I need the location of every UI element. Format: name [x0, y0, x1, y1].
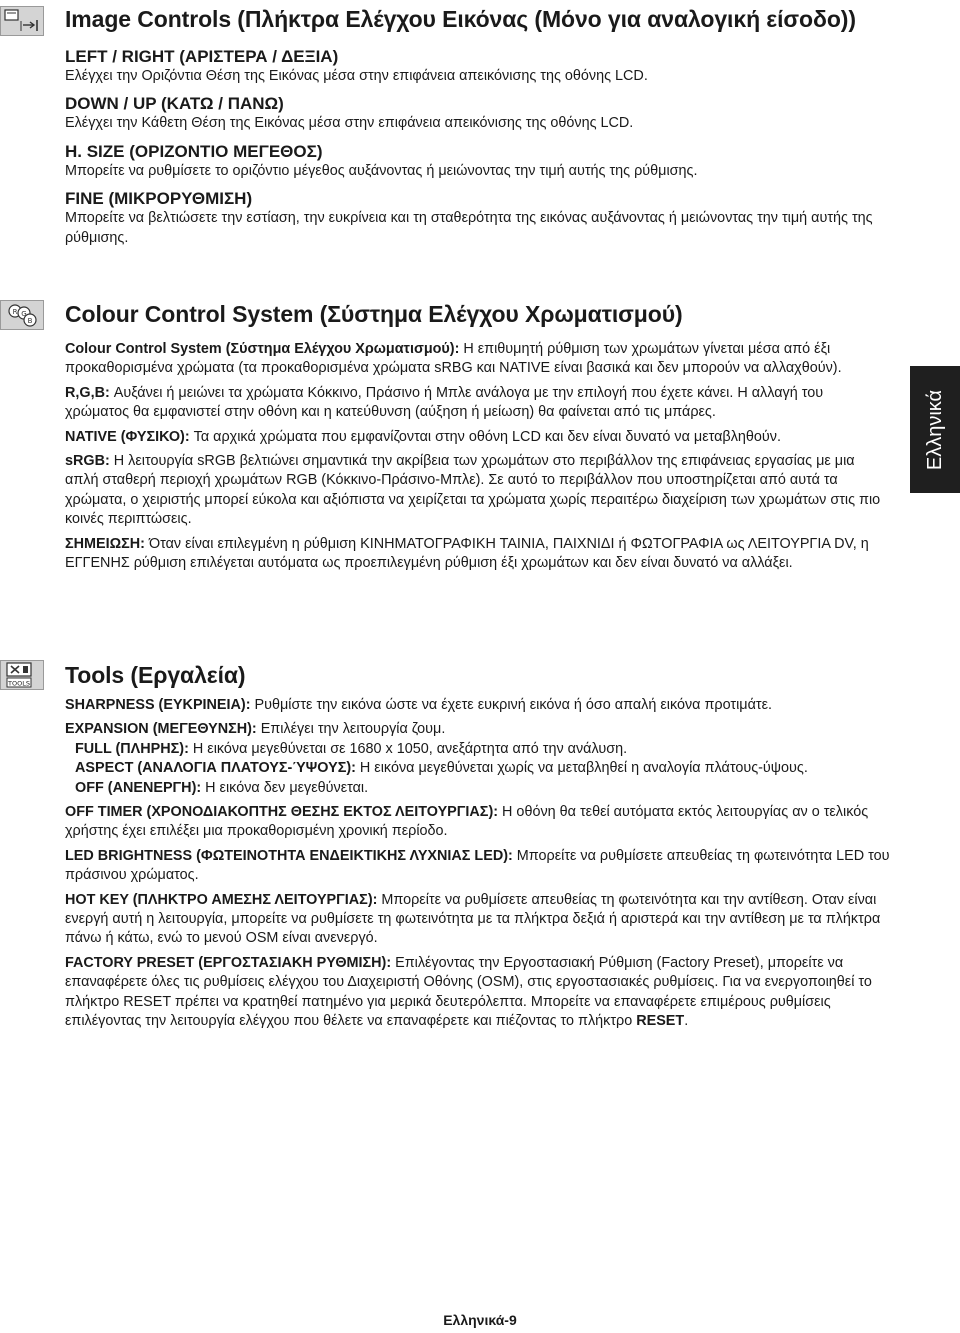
paragraph-text: Μπορείτε να ρυθμίσετε απευθείας τη φωτεινότητα LED του πράσινου χρώματος. [65, 847, 890, 884]
paragraph [65, 847, 890, 886]
section-title: Colour Control System (Σύστημα Ελέγχου Χρωματισμού) [65, 301, 683, 327]
paragraph [65, 428, 890, 447]
paragraph [65, 535, 890, 574]
reset-key-label: RESET [636, 1013, 685, 1030]
item-text: Μπορείτε να βελτιώσετε την εστίαση, την ευκρίνεια και τη σταθερότητα της εικόνας αυξάνοντας ή μειώνοντας την τιμή αυτής της ρύθμισης. [65, 210, 873, 246]
colour-control-section [65, 300, 890, 573]
item-heading: FINE (ΜΙΚΡΟΡΥΘΜΙΣΗ) [65, 189, 253, 209]
paragraph [65, 384, 890, 423]
paragraph-label: R,G,B: [65, 384, 110, 401]
paragraph-label: HOT KEY (ΠΛΗΚΤΡΟ ΑΜΕΣΗΣ ΛΕΙΤΟΥΡΓΙΑΣ): [65, 891, 378, 908]
paragraph-text: Μπορείτε να ρυθμίσετε απευθείας τη φωτεινότητα και την αντίθεση. Οταν είναι ενεργή αυτή η λειτουργία, μπορείτε να ρυθμίσετε τη φωτεινότητα με τα πλήκτρα δεξιά ή αριστερά και την αντίθεση με τα πλήκτρα πάνω ή κάτω, ενώ το μενού OSM είναι ανενεργό. [65, 891, 881, 947]
paragraph-text: Η επιθυμητή ρύθμιση των χρωμάτων γίνεται μέσα από έξι προκαθορισμένα χρώματα (τα προκαθορισμένα χρώματα sRBG και NATIVE είναι βασικά και δεν μπορούν να αλλαχθούν). [65, 341, 842, 377]
paragraph-label: ΣΗΜΕΙΩΣΗ: [65, 535, 145, 552]
image-controls-section [65, 5, 890, 248]
item-text: Μπορείτε να ρυθμίσετε το οριζόντιο μέγεθος αυξάνοντας ή μειώνοντας την τιμή αυτής της ρύθμισης. [65, 162, 698, 179]
paragraph-label: ASPECT (ΑΝΑΛΟΓΙΑ ΠΛΑΤΟΥΣ-ΎΨΟΥΣ): [75, 760, 356, 777]
paragraph-label: LED BRIGHTNESS (ΦΩΤΕΙΝΟΤΗΤΑ ΕΝΔΕΙΚΤΙΚΗΣ ΛΥΧΝΙΑΣ LED): [65, 847, 513, 864]
paragraph-label: Colour Control System (Σύστημα Ελέγχου Χρωματισμού): [65, 341, 460, 357]
paragraph-text: Η εικόνα μεγεθύνεται σε 1680 x 1050, ανεξάρτητα από την ανάλυση. [188, 740, 628, 757]
paragraph-text: Επιλέγοντας την Εργοστασιακή Ρύθμιση (Factory Preset), μπορείτε να επαναφέρετε όλες τις ρυθμίσεις ελέγχου του Διαχειριστή Οθόνης (OSM), στις εργοστασιακές ρυθμίσεις. Για να ενεργοποιηθεί το πλήκτρο RESET πρέπει να κρατηθεί πατημένο για μερικά δευτερόλεπτα. Μπορείτε να επαναφέρετε επιμέρους ρυθμίσεις επιλέγοντας την λειτουργία ελέγχου που θέλετε να επαναφέρετε και πιέζοντας το πλήκτρο [65, 954, 872, 1030]
paragraph-label: OFF (ΑΝΕΝΕΡΓΗ): [75, 779, 202, 796]
page-number: Ελληνικά-9 [443, 1312, 517, 1328]
sub-paragraph [65, 759, 890, 778]
item-heading: LEFT / RIGHT (ΑΡΙΣΤΕΡΑ / ΔΕΞΙΑ) [65, 47, 339, 66]
paragraph-label: OFF TIMER (ΧΡΟΝΟΔΙΑΚΟΠΤΗΣ ΘΕΣΗΣ ΕΚΤΟΣ ΛΕΙΤΟΥΡΓΙΑΣ): [65, 804, 499, 821]
svg-text:G: G [21, 310, 27, 318]
paragraph-label: FULL (ΠΛΗΡΗΣ): [75, 740, 189, 757]
paragraph-label: SHARPNESS (ΕΥΚΡΙΝΕΙΑ): [65, 697, 251, 713]
paragraph [65, 340, 890, 379]
paragraph-text: Η λειτουργία sRGB βελτιώνει σημαντικά την ακρίβεια των χρωμάτων στο περιβάλλον της επιφάνειας εργασίας με μια απλή σταθερή περιοχή χρωμάτων RGB (Κόκκινο-Πράσινο-Μπλε). Σε αυτό το περιβάλλον που υποστηρίζεται από αυτά τα χρώματα, ο χειριστής μπορεί εύκολα και αξιόπιστα να χειρίζεται τα χρώματα χωρίς περαιτέρω διαχείριση των χρωμάτων στις πιο κοινές περιπτώσεις. [65, 453, 881, 528]
language-tab-label: Ελληνικά [924, 389, 947, 470]
paragraph-text: Επιλέγει την λειτουργία ζουμ. [256, 721, 446, 738]
paragraph-text: Ρυθμίστε την εικόνα ώστε να έχετε ευκρινή εικόνα ή όσο απαλή εικόνα προτιμάτε. [250, 697, 773, 713]
paragraph-text: Η οθόνη θα τεθεί αυτόματα εκτός λειτουργίας αν ο τελικός χρήστης έχει επιλέξει μια προκαθορισμένη χρονική περίοδο. [65, 804, 869, 840]
colour-control-icon [0, 300, 44, 330]
paragraph [65, 452, 890, 530]
item-heading: H. SIZE (ΟΡΙΖΟΝΤΙΟ ΜΕΓΕΘΟΣ) [65, 141, 323, 161]
tools-icon [0, 660, 44, 690]
paragraph [65, 954, 890, 1032]
tools-icon-text: TOOLS [8, 679, 30, 688]
svg-text:R: R [12, 308, 18, 316]
image-controls-icon [0, 6, 44, 36]
item-heading: DOWN / UP (ΚΑΤΩ / ΠΑΝΩ) [65, 94, 284, 114]
section-title: Tools (Εργαλεία) [65, 662, 246, 688]
paragraph-end: . [684, 1013, 689, 1030]
paragraph [65, 696, 890, 715]
tools-section [65, 661, 890, 1032]
paragraph-text: Αυξάνει ή μειώνει τα χρώματα Κόκκινο, Πράσινο ή Μπλε ανάλογα με την επιλογή που έχετε κάνει. Η αλλαγή του χρώματος θα εμφανιστεί στην οθόνη και η κατεύθυνση (αύξηση ή μείωση) θα φαίνεται από τις μπάρες. [65, 384, 824, 421]
paragraph-label: FACTORY PRESET (ΕΡΓΟΣΤΑΣΙΑΚΗ ΡΥΘΜΙΣΗ): [65, 954, 392, 971]
paragraph-text: Η εικόνα δεν μεγεθύνεται. [201, 779, 369, 796]
section-title: Image Controls (Πλήκτρα Ελέγχου Εικόνας (Μόνο για αναλογική είσοδο)) [65, 6, 856, 32]
svg-text:B: B [27, 317, 33, 325]
paragraph-text: Η εικόνα μεγεθύνεται χωρίς να μεταβληθεί η αναλογία πλάτους-ύψους. [355, 760, 808, 777]
item-text: Ελέγχει την Οριζόντια Θέση της Εικόνας μέσα στην επιφάνεια απεικόνισης της οθόνης LCD. [65, 68, 648, 84]
paragraph-text: Τα αρχικά χρώματα που εμφανίζονται στην οθόνη LCD και δεν είναι δυνατό να μεταβληθούν. [189, 428, 781, 445]
paragraph-label: EXPANSION (ΜΕΓΕΘΥΝΣΗ): [65, 721, 257, 738]
sub-paragraph [65, 779, 890, 798]
paragraph [65, 891, 890, 949]
paragraph [65, 803, 890, 842]
paragraph-label: NATIVE (ΦΥΣΙΚΟ): [65, 428, 190, 445]
paragraph [65, 720, 890, 739]
item-text: Ελέγχει την Κάθετη Θέση της Εικόνας μέσα στην επιφάνεια απεικόνισης της οθόνης LCD. [65, 115, 634, 132]
paragraph-text: Όταν είναι επιλεγμένη η ρύθμιση ΚΙΝΗΜΑΤΟΓΡΑΦΙΚΗ ΤΑΙΝΙΑ, ΠΑΙΧΝΙΔΙ ή ΦΩΤΟΓΡΑΦΙΑ ως ΛΕΙΤΟΥΡΓΙΑ DV, η ΕΓΓΕΝΗΣ ρύθμιση επιλέγεται αυτόματα ως προεπιλεγμένη ρύθμιση έξι χρωμάτων και δεν είναι δυνατό να αλλάξει. [65, 535, 869, 572]
paragraph-label: sRGB: [65, 453, 110, 470]
sub-paragraph [65, 740, 890, 759]
language-tab [910, 366, 960, 493]
